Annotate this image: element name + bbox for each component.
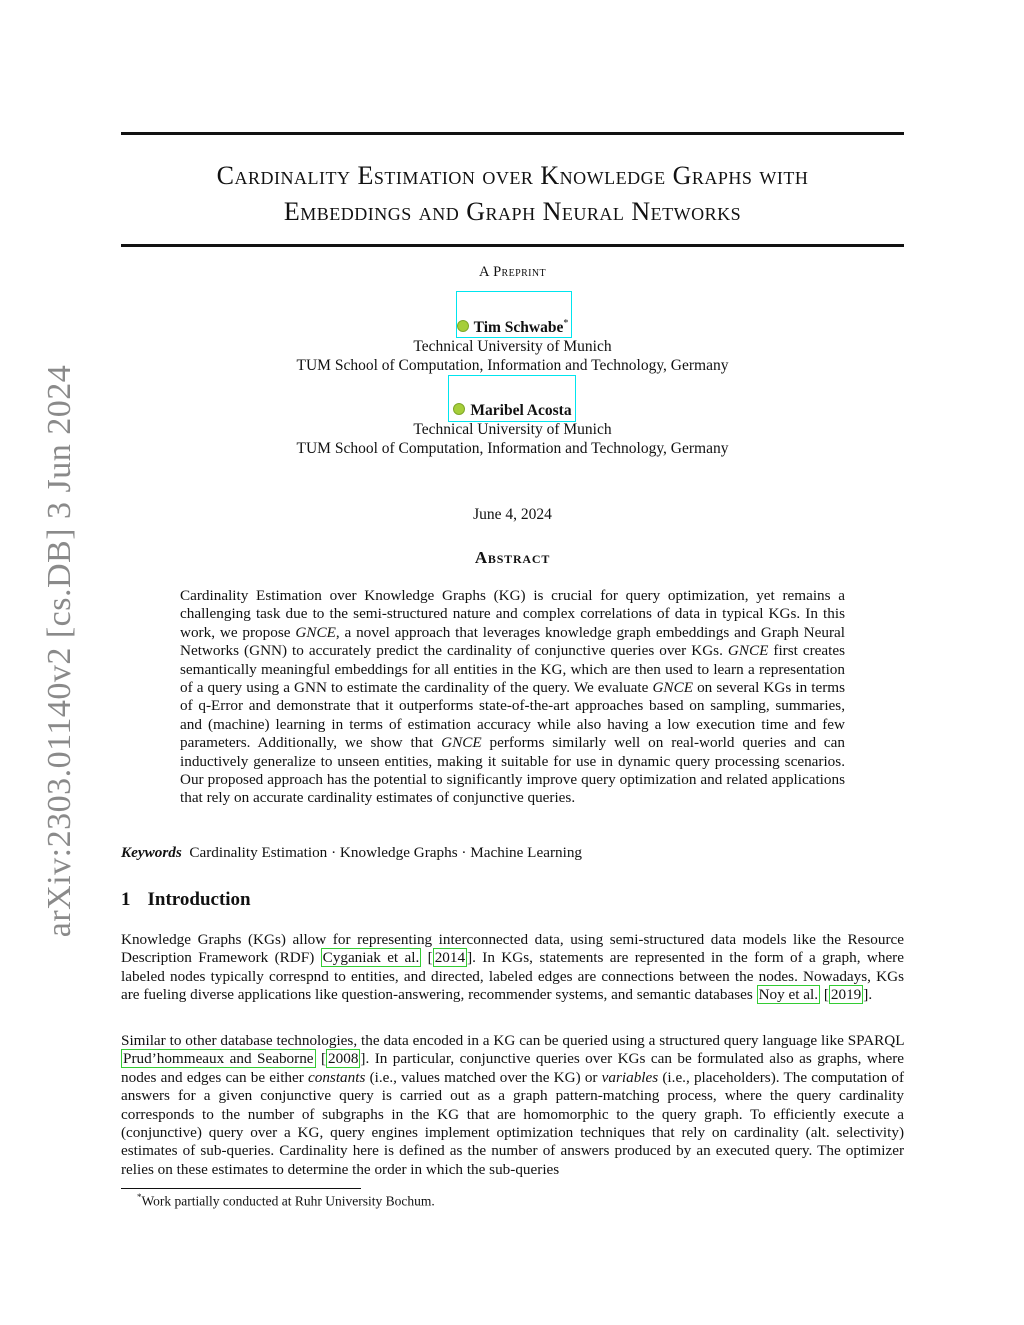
citation-year-link[interactable]: 2019 [830, 986, 862, 1004]
keywords-text: Cardinality Estimation · Knowledge Graphs · Machine Learning [189, 844, 583, 861]
abstract-heading: Abstract [474, 548, 551, 567]
footnote-rule [121, 1188, 361, 1189]
paragraph-text: ]. In KGs, statements are represented in the form of a graph, where labeled nodes typically correspnd to entities, and directed, labeled edges are connections between the nodes. Nowadays, KGs are fueling diverse applications like question-answering, recommender systems, and semantic databases [121, 949, 904, 1004]
citation-year-link[interactable]: 2014 [434, 949, 466, 967]
preprint-label: A Preprint [478, 264, 547, 280]
abstract-text: performs similarly well on real-world queries and can inductively generalize to unseen entities, making it suitable for use in dynamic query processing scenarios. Our proposed approach has the potential to significantly improve query optimization and related applications that rely on accurate cardinality estimates of conjunctive queries. [180, 734, 845, 807]
footnote [137, 1192, 435, 1210]
author-affiliation-detail: TUM School of Computation, Information and Technology, Germany [296, 357, 729, 375]
author-name-line [121, 318, 904, 337]
abstract-text: , a novel approach that leverages knowledge graph embeddings and Graph Neural Networks (GNN) to accurately predict the cardinality of conjunctive queries over KGs. [180, 623, 845, 660]
author-affiliation: Technical University of Munich [413, 338, 612, 356]
emphasis-term: constants [308, 1068, 366, 1086]
author-footnote-marker[interactable]: * [563, 318, 569, 329]
method-name: GNCE [295, 623, 336, 641]
citation-link[interactable]: Cyganiak et al. [322, 949, 420, 967]
citation-link[interactable]: Prud’hommeaux and Seaborne [123, 1050, 314, 1068]
section-heading [121, 889, 251, 911]
paragraph-text: ]. [863, 986, 873, 1004]
author-name[interactable]: Tim Schwabe [473, 319, 564, 337]
abstract-body [180, 587, 845, 808]
publication-date: June 4, 2024 [473, 506, 552, 523]
top-rule [121, 132, 904, 135]
keywords-line [121, 844, 582, 862]
abstract-text: Cardinality Estimation over Knowledge Graphs (KG) is crucial for query optimization, yet remains a challenging task due to the semi-structured nature and complex correlations of data in typical KGs. In this work, we propose [180, 587, 845, 641]
paragraph [121, 1032, 904, 1179]
method-name: GNCE [652, 679, 693, 697]
citation-year-link[interactable]: 2008 [328, 1050, 359, 1068]
orcid-icon[interactable] [457, 320, 469, 332]
title-line-1: Cardinality Estimation over Knowledge Graphs with [216, 161, 809, 190]
author-affiliation-detail: TUM School of Computation, Information and Technology, Germany [296, 440, 729, 457]
keywords-label: Keywords [121, 844, 182, 861]
method-name: GNCE [441, 734, 482, 752]
paragraph [121, 931, 904, 1005]
author-block [121, 402, 904, 458]
author-name-line [121, 402, 904, 420]
paragraph-text: [ [315, 1050, 327, 1068]
section-number: 1 [121, 889, 131, 910]
paper-title [121, 158, 904, 230]
bottom-title-rule [121, 244, 904, 247]
footnote-text: Work partially conducted at Ruhr University Bochum. [141, 1193, 435, 1209]
citation-link[interactable]: Noy et al. [758, 986, 819, 1004]
paragraph-text: Knowledge Graphs (KGs) allow for representing interconnected data, using semi-structured data models like the Resource Description Framework (RDF) [121, 931, 904, 967]
paragraph-text: [ [421, 949, 433, 967]
title-line-2: Embeddings and Graph Neural Networks [283, 197, 742, 226]
section-title: Introduction [147, 889, 251, 910]
paragraph-text: ]. In particular, conjunctive queries over KGs can be formulated also as graphs, where nodes and edges can be either [121, 1050, 905, 1086]
method-name: GNCE [727, 642, 769, 660]
author-block [121, 318, 904, 375]
emphasis-term: variables [601, 1068, 659, 1086]
footnote-marker: * [137, 1192, 142, 1202]
author-name[interactable]: Maribel Acosta [470, 402, 572, 419]
paragraph-text: (i.e., values matched over the KG) or [365, 1068, 602, 1086]
abstract-text: first creates semantically meaningful embeddings for all entities in the KG, which are then used to learn a representation of a query using a GNN to estimate the cardinality of the query. We evaluate [180, 642, 845, 697]
paragraph-text: (i.e., placeholders). The computation of answers for a given conjunctive query is carried out as a graph pattern-matching process, where the query cardinality corresponds to the number of subgraphs in the KG that are homomorphic to the query graph. To efficiently execute a (conjunctive) query over a KG, query engines implement optimization techniques that rely on cardinality (alt. selectivity) estimates of sub-queries. Cardinality here is defined as the number of answers produced by an executed query. The optimizer relies on these estimates to determine the order in which the sub-queries [121, 1068, 904, 1178]
abstract-text: on several KGs in terms of q-Error and demonstrate that it outperforms state-of-the-art approaches based on sampling, summaries, and (machine) learning in terms of estimation accuracy while also having a low execution time and few parameters. Additionally, we show that [180, 679, 845, 752]
orcid-icon[interactable] [453, 403, 465, 415]
paragraph-text: Similar to other database technologies, the data encoded in a KG can be queried using a structured query language like SPARQL [121, 1032, 904, 1049]
paragraph-text: [ [820, 986, 829, 1004]
arxiv-identifier: arXiv:2303.01140v2 [cs.DB] 3 Jun 2024 [41, 364, 78, 938]
author-affiliation: Technical University of Munich [413, 421, 612, 438]
